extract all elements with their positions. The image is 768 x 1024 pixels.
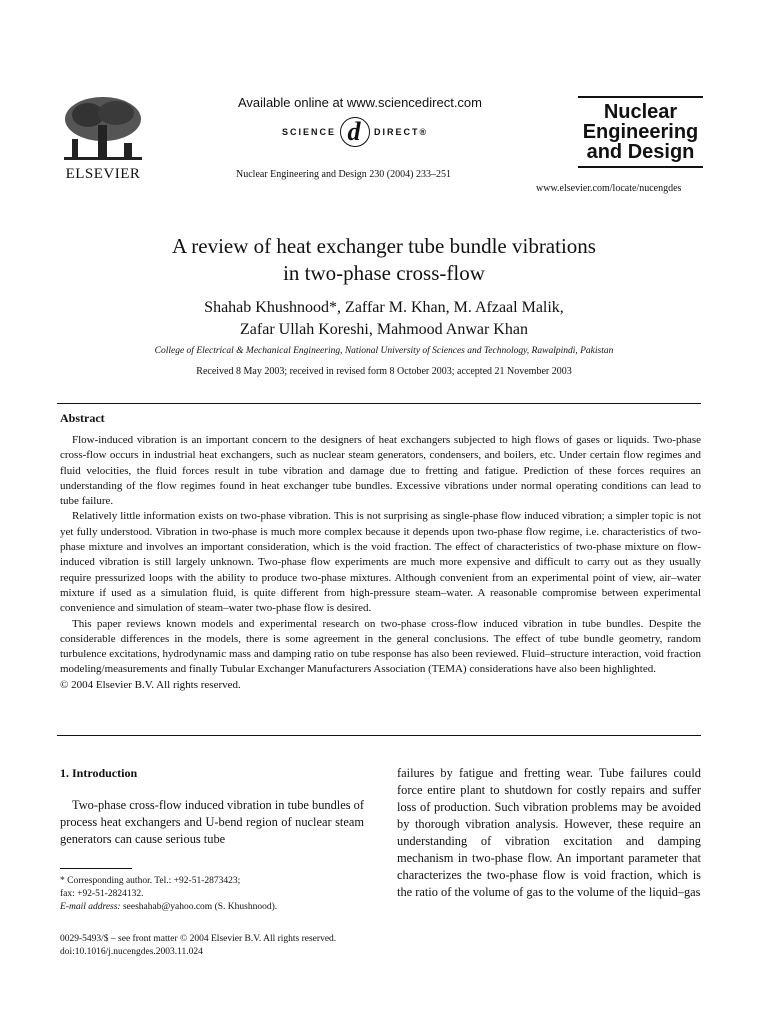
sciencedirect-logo (282, 117, 428, 147)
front-matter-info (60, 933, 336, 959)
issn-line: 0029-5493/$ – see front matter © 2004 Elsevier B.V. All rights reserved. (60, 934, 337, 944)
section-heading-introduction: 1. Introduction (60, 766, 138, 780)
left-column (60, 797, 364, 848)
abstract-top-rule (57, 403, 701, 404)
affiliation: College of Electrical & Mechanical Engineering, National University of Sciences and Technology, Rawalpindi, Pakistan (154, 346, 614, 356)
journal-logo-line-3: and Design (586, 141, 695, 163)
abstract-bottom-rule (57, 735, 701, 736)
footnote-email-line (60, 901, 364, 914)
authors-line-1: Shahab Khushnood*, Zaffar M. Khan, M. Afzaal Malik, (204, 299, 564, 316)
sd-logo-left: SCIENCE (282, 127, 337, 137)
abstract-body (60, 433, 701, 693)
abstract-paragraph-3: This paper reviews known models and experimental research on two-phase cross-flow induced vibration in tube bundles. Despite the considerable differences in the models, there is some agreement in the general conclusions. The effect of tube bundle geometry, random turbulence excitations, hydrodynamic mass and damping ratio on tube response has also been reviewed. Fluid–structure interaction, void fraction modeling/measurements and finally Tubular Exchanger Manufacturers Association (TEMA) considerations have also been highlighted. (60, 617, 701, 676)
received-dates: Received 8 May 2003; received in revised form 8 October 2003; accepted 21 November 2003 (196, 366, 572, 377)
email-address[interactable]: seeshahab@yahoo.com (S. Khushnood). (122, 902, 278, 912)
journal-logo-line-1: Nuclear (603, 101, 678, 123)
right-column (397, 765, 701, 901)
journal-logo (578, 96, 703, 168)
title-line-1: A review of heat exchanger tube bundle vibrations (172, 234, 596, 258)
sd-logo-d: d (340, 117, 370, 147)
abstract-copyright: © 2004 Elsevier B.V. All rights reserved. (60, 678, 241, 691)
email-label: E-mail address: (60, 902, 121, 912)
authors-line-2: Zafar Ullah Koreshi, Mahmood Anwar Khan (240, 321, 528, 338)
journal-url[interactable]: www.elsevier.com/locate/nucengdes (536, 183, 682, 194)
available-online-text[interactable]: Available online at www.sciencedirect.com (238, 95, 482, 110)
sd-logo-right: DIRECT® (374, 127, 429, 137)
doi-line[interactable]: doi:10.1016/j.nucengdes.2003.11.024 (60, 947, 203, 957)
elsevier-tree-logo-icon (58, 95, 148, 165)
abstract-heading: Abstract (60, 411, 105, 425)
publisher-name: ELSEVIER (65, 166, 141, 182)
intro-paragraph-right: failures by fatigue and fretting wear. Tube failures could force entire plant to shutdown for costly repairs and suffer loss of production. Such vibration problems may be avoided by thorough vibration analysis. However, these require an understanding of vibration excitation and damping mechanism in two-phase flow. An important parameter that characterizes the two-phase flow is void fraction, which is the ratio of the volume of gas to the volume of the liquid–gas (397, 766, 701, 899)
journal-logo-line-2: Engineering (582, 121, 699, 143)
footnote-rule (60, 868, 132, 869)
title-line-2: in two-phase cross-flow (283, 261, 485, 285)
footnote-line-1: * Corresponding author. Tel.: +92-51-2873423; (60, 876, 241, 886)
footnote (60, 875, 364, 914)
article-title (0, 233, 768, 287)
footnote-line-2: fax: +92-51-2824132. (60, 889, 144, 899)
abstract-paragraph-1: Flow-induced vibration is an important concern to the designers of heat exchangers subjected to high flows of gases or liquids. Two-phase cross-flow occurs in industrial heat exchangers, such as nuclear steam generators, condensers, and boilers, etc. Under certain flow regimes and fluid velocities, the fluid forces result in tube vibration and damage due to fretting and fatigue. Prediction of these forces requires an understanding of the flow regimes found in heat exchanger tube bundles. Excessive vibrations under normal operating conditions can lead to tube failure. (60, 434, 701, 508)
author-list (0, 297, 768, 341)
intro-paragraph-left: Two-phase cross-flow induced vibration in tube bundles of process heat exchangers and U-bend region of nuclear steam generators can cause serious tube (60, 798, 364, 846)
abstract-paragraph-2: Relatively little information exists on two-phase vibration. This is not surprising as single-phase flow induced vibration; a simpler topic is not yet fully understood. Vibration in two-phase is much more complex because it depends upon two-phase flow regime, i.e. characteristics of two-phase mixture and involves an important consideration, which is the void fraction. The effect of characteristics of two-phase mixture on flow-induced vibration is still largely unknown. Two-phase flow experiments are much more expensive and difficult to carry out as they usually require pressurized loops with the ability to produce two-phase mixtures. Although convenient from an experimental point of view, air–water mixture if used as a simulation fluid, is quite different from high-pressure steam–water. A reasonable compromise between experimental convenience and simulation of steam–water two-phase flow is desired. (60, 510, 701, 615)
journal-citation: Nuclear Engineering and Design 230 (2004) 233–251 (236, 169, 451, 180)
